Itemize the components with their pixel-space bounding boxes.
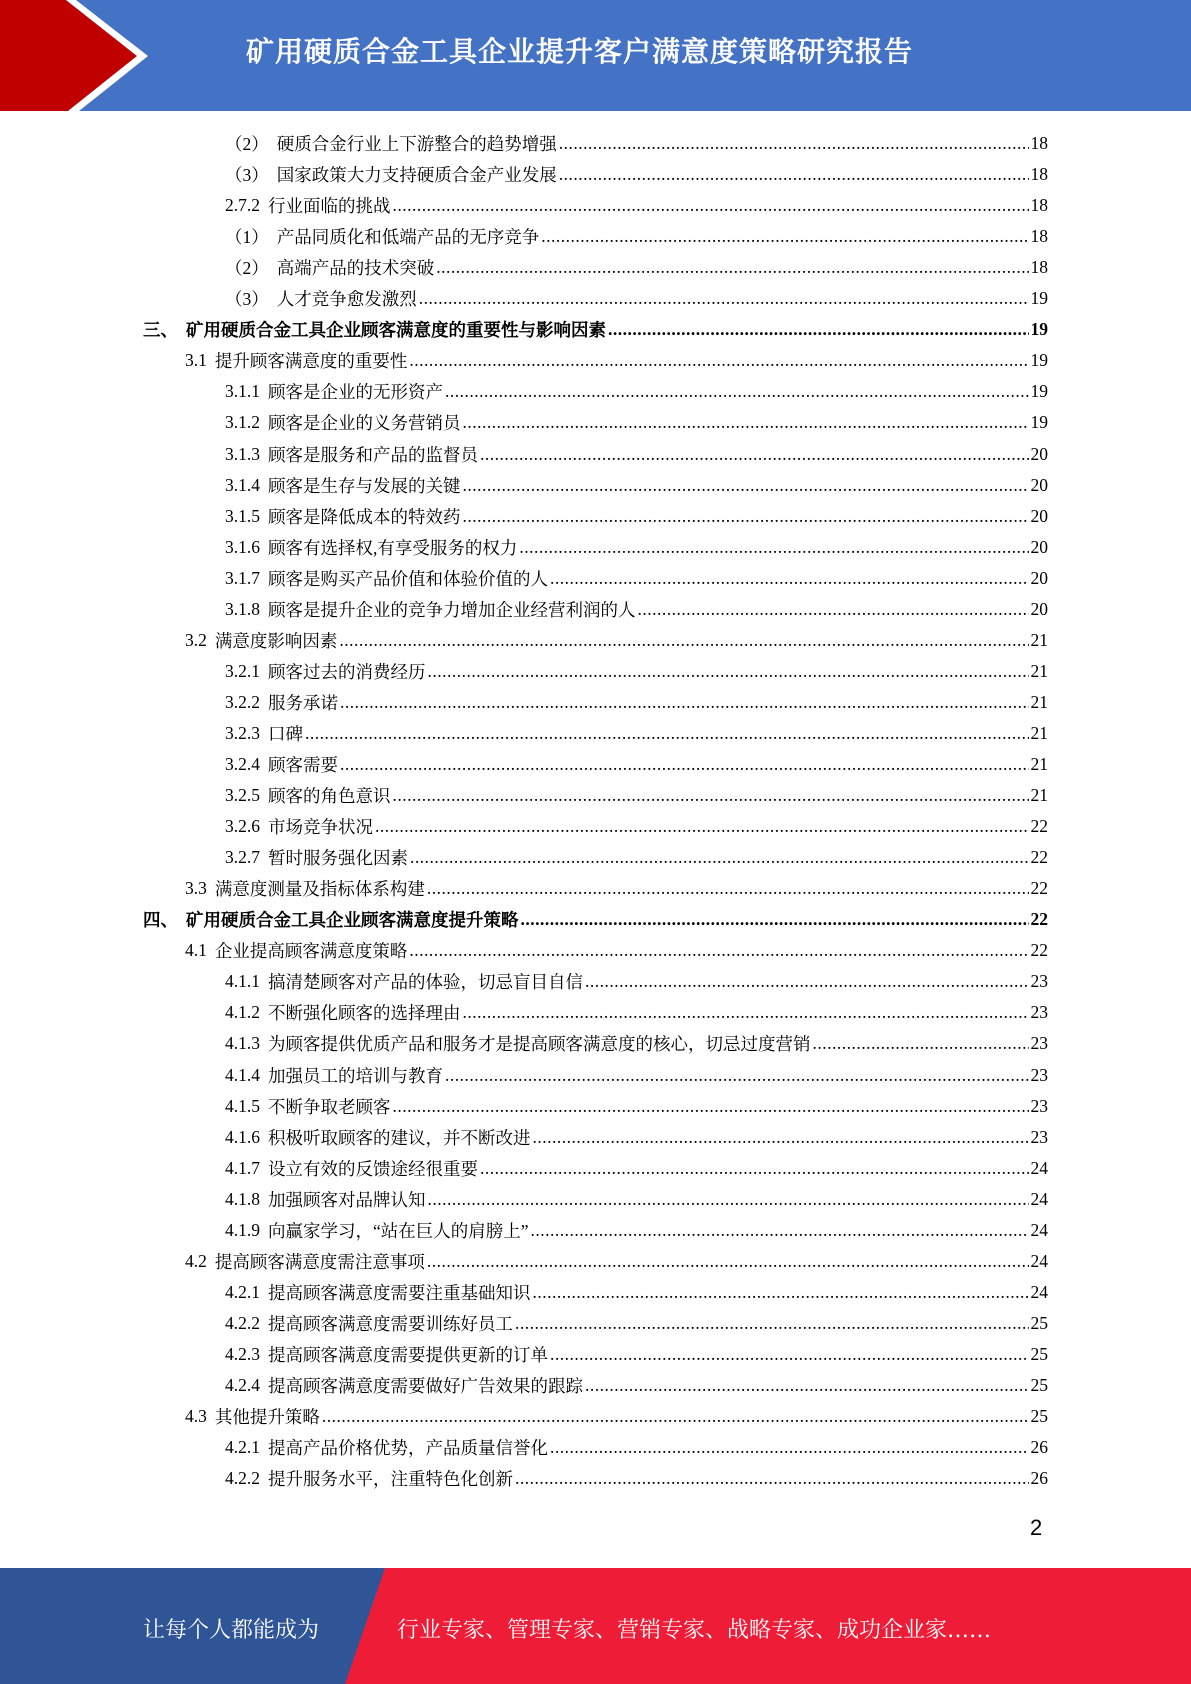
toc-entry-number: （2） xyxy=(225,258,269,279)
toc-entry[interactable] xyxy=(225,563,1048,594)
toc-entry-title: 不断强化顾客的选择理由 xyxy=(268,1003,461,1024)
toc-leader-dots xyxy=(428,661,1029,682)
toc-entry[interactable] xyxy=(225,811,1048,842)
toc-entry-title: 服务承诺 xyxy=(268,692,338,713)
toc-entry-title: 满意度影响因素 xyxy=(214,630,338,651)
toc-entry-page: 23 xyxy=(1030,1002,1048,1023)
toc-entry[interactable] xyxy=(225,439,1048,470)
toc-entry-page: 25 xyxy=(1030,1343,1048,1364)
toc-entry-number: 三、 xyxy=(143,320,178,341)
toc-entry[interactable] xyxy=(225,749,1048,780)
toc-entry-title: 向赢家学习，“站在巨人的肩膀上” xyxy=(268,1220,529,1241)
toc-entry-title: 搞清楚顾客对产品的体验，切忌盲目自信 xyxy=(268,972,583,993)
toc-leader-dots xyxy=(436,257,1028,278)
toc-entry-page: 21 xyxy=(1030,754,1048,774)
toc-entry-number: （3） xyxy=(225,289,269,310)
toc-entry-page: 24 xyxy=(1030,1157,1048,1178)
toc-entry-number: 4.2.3 xyxy=(225,1343,260,1364)
toc-leader-dots xyxy=(533,1127,1029,1148)
toc-entry-page: 24 xyxy=(1030,1281,1048,1302)
toc-leader-dots xyxy=(559,133,1029,154)
toc-entry-number: 3.2.2 xyxy=(225,691,260,712)
toc-entry-page: 20 xyxy=(1030,598,1048,619)
toc-entry-title: 产品同质化和低端产品的无序竞争 xyxy=(276,227,540,248)
toc-entry[interactable] xyxy=(225,1153,1048,1184)
toc-entry-title: 顾客是企业的义务营销员 xyxy=(268,413,461,434)
toc-entry-number: 3.2.6 xyxy=(225,816,260,837)
toc-entry-title: 行业面临的挑战 xyxy=(268,196,391,217)
toc-entry-number: 4.3 xyxy=(185,1406,207,1427)
toc-entry[interactable] xyxy=(185,1401,1048,1432)
toc-leader-dots xyxy=(410,847,1029,868)
toc-entry-title: 设立有效的反馈途经很重要 xyxy=(268,1158,478,1179)
toc-entry-number: 4.1.8 xyxy=(225,1188,260,1209)
footer-slogan-right: 行业专家、管理专家、营销专家、战略专家、成功企业家…… xyxy=(397,1618,992,1643)
toc-leader-dots xyxy=(393,195,1029,216)
arrow-logo-icon xyxy=(0,0,160,111)
toc-entry[interactable] xyxy=(225,532,1048,563)
toc-entry-number: 4.1.3 xyxy=(225,1033,260,1054)
toc-entry[interactable] xyxy=(225,1370,1048,1401)
toc-leader-dots xyxy=(409,940,1028,961)
toc-entry-title: 企业提高顾客满意度策略 xyxy=(214,941,408,962)
toc-entry-page: 22 xyxy=(1030,847,1048,868)
toc-entry-page: 22 xyxy=(1030,909,1048,930)
toc-entry-page: 25 xyxy=(1030,1312,1048,1333)
toc-leader-dots xyxy=(550,568,1029,589)
toc-entry[interactable] xyxy=(225,687,1048,718)
toc-entry-title: 顾客是购买产品价值和体验价值的人 xyxy=(268,568,548,589)
toc-entry-page: 25 xyxy=(1030,1406,1048,1427)
toc-entry-title: 顾客是服务和产品的监督员 xyxy=(268,444,478,465)
page-header xyxy=(0,0,1191,111)
toc-entry-number: 4.1.1 xyxy=(225,971,260,992)
toc-leader-dots xyxy=(427,1251,1029,1272)
toc-entry-page: 18 xyxy=(1030,257,1048,278)
toc-entry-page: 20 xyxy=(1030,505,1048,526)
toc-entry-number: 3.1.8 xyxy=(225,598,260,619)
toc-entry-page: 21 xyxy=(1030,691,1048,712)
toc-entry[interactable] xyxy=(225,656,1048,687)
toc-entry-title: 顾客是降低成本的特效药 xyxy=(268,506,461,527)
toc-entry[interactable] xyxy=(225,1184,1048,1215)
toc-leader-dots xyxy=(585,971,1029,992)
toc-entry[interactable] xyxy=(225,470,1048,501)
toc-entry-number: 3.1 xyxy=(185,350,207,371)
toc-entry-page: 23 xyxy=(1030,1126,1048,1147)
toc-entry-number: （3） xyxy=(225,165,269,186)
toc-entry-title: 提高顾客满意度需要做好广告效果的跟踪 xyxy=(268,1376,583,1396)
page-number: 2 xyxy=(1030,1515,1043,1540)
toc-entry[interactable] xyxy=(225,1215,1048,1246)
toc-leader-dots xyxy=(340,692,1029,713)
toc-entry-number: 4.2 xyxy=(185,1250,207,1271)
toc-entry-page: 18 xyxy=(1030,226,1048,247)
toc-entry-title: 不断争取老顾客 xyxy=(268,1096,391,1117)
toc-leader-dots xyxy=(480,444,1029,465)
toc-entry[interactable] xyxy=(225,1432,1048,1463)
toc-entry-title: 市场竞争状况 xyxy=(268,817,373,838)
toc-entry[interactable] xyxy=(225,1308,1048,1339)
toc-entry-title: 顾客是生存与发展的关键 xyxy=(268,475,461,496)
toc-leader-dots xyxy=(340,754,1029,775)
toc-entry[interactable] xyxy=(143,904,1048,935)
toc-entry-page: 22 xyxy=(1030,940,1048,961)
toc-leader-dots xyxy=(419,288,1029,309)
toc-entry-number: 4.1.7 xyxy=(225,1157,260,1178)
toc-entry-page: 19 xyxy=(1030,350,1048,371)
toc-entry-page: 21 xyxy=(1030,785,1048,806)
toc-entry[interactable] xyxy=(225,159,1048,190)
toc-entry-page: 23 xyxy=(1030,971,1048,992)
toc-leader-dots xyxy=(515,1468,1029,1489)
toc-entry-number: 3.2 xyxy=(185,629,207,650)
toc-entry-number: （1） xyxy=(225,227,269,248)
toc-entry-title: 提高顾客满意度需要训练好员工 xyxy=(268,1313,513,1334)
toc-entry-page: 21 xyxy=(1030,629,1048,650)
toc-leader-dots xyxy=(445,381,1029,402)
toc-leader-dots xyxy=(393,785,1029,806)
toc-entry-page: 25 xyxy=(1030,1375,1048,1395)
toc-entry-title: 硬质合金行业上下游整合的趋势增强 xyxy=(276,134,557,154)
toc-entry-number: 3.1.1 xyxy=(225,381,260,402)
toc-leader-dots xyxy=(531,1220,1029,1241)
toc-entry-number: 3.2.1 xyxy=(225,660,260,681)
toc-leader-dots xyxy=(638,599,1029,620)
toc-leader-dots xyxy=(428,1189,1029,1210)
toc-leader-dots xyxy=(515,1313,1029,1334)
toc-entry-title: 提高顾客满意度需要提供更新的订单 xyxy=(268,1344,548,1365)
toc-entry-title: 顾客的角色意识 xyxy=(268,786,391,807)
toc-entry-page: 19 xyxy=(1030,319,1048,340)
toc-entry[interactable] xyxy=(225,1339,1048,1370)
toc-entry-page: 20 xyxy=(1030,567,1048,588)
toc-entry[interactable] xyxy=(143,314,1048,345)
toc-entry[interactable] xyxy=(225,501,1048,532)
toc-entry[interactable] xyxy=(225,780,1048,811)
toc-entry[interactable] xyxy=(225,283,1048,314)
toc-entry-title: 顾客是提升企业的竞争力增加企业经营利润的人 xyxy=(268,599,636,620)
toc-entry-number: 3.3 xyxy=(185,878,207,899)
toc-leader-dots xyxy=(463,475,1029,496)
toc-entry[interactable] xyxy=(225,1028,1048,1059)
toc-entry-number: 3.1.3 xyxy=(225,443,260,464)
toc-entry-number: （2） xyxy=(225,134,269,154)
toc-leader-dots xyxy=(480,1158,1029,1179)
toc-entry-number: 2.7.2 xyxy=(225,195,260,216)
report-title: 矿用硬质合金工具企业提升客户满意度策略研究报告 xyxy=(246,35,914,68)
toc-entry-number: 4.2.2 xyxy=(225,1468,260,1489)
toc-entry[interactable] xyxy=(225,221,1048,252)
footer-slogan-left: 让每个人都能成为 xyxy=(143,1618,320,1643)
toc-entry-title: 顾客需要 xyxy=(268,755,338,775)
toc-entry-page: 23 xyxy=(1030,1064,1048,1085)
toc-entry-number: 3.2.4 xyxy=(225,754,260,774)
toc-entry-title: 暂时服务强化因素 xyxy=(268,848,408,869)
toc-entry-page: 22 xyxy=(1030,816,1048,837)
toc-entry-title: 顾客过去的消费经历 xyxy=(268,661,426,682)
toc-entry-page: 21 xyxy=(1030,722,1048,743)
toc-entry-page: 26 xyxy=(1030,1468,1048,1489)
toc-entry[interactable] xyxy=(225,1122,1048,1153)
toc-entry-number: 4.1.6 xyxy=(225,1126,260,1147)
toc-entry-title: 积极听取顾客的建议，并不断改进 xyxy=(268,1127,531,1148)
toc-leader-dots xyxy=(463,506,1029,527)
toc-entry[interactable] xyxy=(225,842,1048,873)
toc-entry[interactable] xyxy=(185,873,1048,904)
toc-entry-page: 18 xyxy=(1030,133,1048,153)
toc-entry-title: 高端产品的技术突破 xyxy=(276,258,435,279)
toc-entry-number: 4.1.4 xyxy=(225,1064,260,1085)
toc-leader-dots xyxy=(559,164,1029,185)
toc-entry-title: 为顾客提供优质产品和服务才是提高顾客满意度的核心，切忌过度营销 xyxy=(268,1034,811,1055)
toc-entry-page: 20 xyxy=(1030,536,1048,557)
toc-entry-page: 23 xyxy=(1030,1095,1048,1116)
toc-leader-dots xyxy=(550,1344,1029,1365)
toc-entry-page: 19 xyxy=(1030,381,1048,402)
toc-leader-dots xyxy=(305,723,1029,744)
toc-entry-number: 3.1.2 xyxy=(225,412,260,433)
toc-leader-dots xyxy=(445,1065,1029,1086)
toc-entry-page: 26 xyxy=(1030,1437,1048,1458)
toc-entry-number: 4.2.1 xyxy=(225,1281,260,1302)
toc-entry-page: 23 xyxy=(1030,1033,1048,1054)
toc-entry-title: 人才竞争愈发激烈 xyxy=(276,289,417,310)
toc-entry-number: 4.1 xyxy=(185,940,207,961)
toc-leader-dots xyxy=(322,1406,1029,1427)
toc-leader-dots xyxy=(409,350,1028,371)
toc-entry-title: 提高顾客满意度需要注重基础知识 xyxy=(268,1282,531,1303)
toc-entry-title: 国家政策大力支持硬质合金产业发展 xyxy=(276,165,557,186)
toc-entry-title: 提高顾客满意度需注意事项 xyxy=(214,1251,425,1272)
toc-leader-dots xyxy=(533,1282,1029,1303)
toc-entry-number: 3.1.6 xyxy=(225,536,260,557)
toc-entry-number: 4.2.1 xyxy=(225,1437,260,1458)
toc-entry[interactable] xyxy=(225,407,1048,438)
toc-leader-dots xyxy=(521,909,1029,930)
toc-leader-dots xyxy=(608,319,1029,340)
toc-entry-number: 4.2.2 xyxy=(225,1312,260,1333)
toc-entry-title: 提升服务水平，注重特色化创新 xyxy=(268,1469,513,1490)
toc-entry[interactable] xyxy=(225,997,1048,1028)
toc-entry-number: 3.2.5 xyxy=(225,785,260,806)
toc-entry-page: 18 xyxy=(1030,164,1048,185)
toc-entry-title: 顾客是企业的无形资产 xyxy=(268,382,443,403)
toc-leader-dots xyxy=(427,878,1029,899)
toc-entry-page: 24 xyxy=(1030,1250,1048,1271)
toc-entry-page: 20 xyxy=(1030,443,1048,464)
toc-entry-page: 24 xyxy=(1030,1188,1048,1209)
toc-leader-dots xyxy=(393,1096,1029,1117)
toc-entry-number: 3.1.4 xyxy=(225,474,260,495)
toc-entry[interactable] xyxy=(225,966,1048,997)
toc-entry[interactable] xyxy=(225,1091,1048,1122)
toc-entry-title: 其他提升策略 xyxy=(214,1407,320,1428)
toc-entry-title: 提高产品价格优势，产品质量信誉化 xyxy=(268,1438,548,1459)
toc-leader-dots xyxy=(339,630,1028,651)
toc-entry[interactable] xyxy=(185,935,1048,966)
toc-entry[interactable] xyxy=(225,1060,1048,1091)
toc-entry-page: 21 xyxy=(1030,660,1048,681)
toc-entry[interactable] xyxy=(185,1246,1048,1277)
toc-entry-number: 4.1.5 xyxy=(225,1095,260,1116)
toc-entry[interactable] xyxy=(225,718,1048,749)
toc-leader-dots xyxy=(541,226,1028,247)
toc-entry-number: 3.1.5 xyxy=(225,505,260,526)
toc-entry-number: 3.2.7 xyxy=(225,847,260,868)
toc-leader-dots xyxy=(550,1437,1029,1458)
toc-entry-number: 3.2.3 xyxy=(225,722,260,743)
toc-entry-number: 4.1.9 xyxy=(225,1219,260,1240)
toc-entry-title: 矿用硬质合金工具企业顾客满意度提升策略 xyxy=(186,910,519,931)
toc-entry-page: 19 xyxy=(1030,288,1048,309)
toc-entry-page: 19 xyxy=(1030,412,1048,433)
toc-leader-dots xyxy=(463,1002,1029,1023)
toc-entry-title: 加强顾客对品牌认知 xyxy=(268,1189,426,1210)
toc-entry-page: 18 xyxy=(1030,195,1048,216)
toc-entry[interactable] xyxy=(225,1463,1048,1494)
toc-leader-dots xyxy=(585,1375,1029,1396)
toc-leader-dots xyxy=(519,537,1028,558)
toc-entry-title: 提升顾客满意度的重要性 xyxy=(214,351,408,372)
toc-entry-page: 22 xyxy=(1030,878,1048,899)
toc-entry[interactable] xyxy=(225,252,1048,283)
toc-entry-number: 4.2.4 xyxy=(225,1375,260,1395)
toc-entry-number: 3.1.7 xyxy=(225,567,260,588)
toc-entry[interactable] xyxy=(225,1277,1048,1308)
toc-entry-title: 满意度测量及指标体系构建 xyxy=(214,879,425,900)
toc-entry-number: 4.1.2 xyxy=(225,1002,260,1023)
toc-entry-page: 24 xyxy=(1030,1219,1048,1240)
toc-entry[interactable] xyxy=(225,376,1048,407)
toc-entry-title: 矿用硬质合金工具企业顾客满意度的重要性与影响因素 xyxy=(186,320,606,341)
toc-leader-dots xyxy=(375,816,1029,837)
toc-entry-title: 口碑 xyxy=(268,723,303,744)
toc-entry[interactable] xyxy=(225,128,1048,159)
toc-entry-title: 顾客有选择权,有享受服务的权力 xyxy=(268,537,518,558)
toc-entry[interactable] xyxy=(225,190,1048,221)
toc-entry[interactable] xyxy=(185,345,1048,376)
toc-entry-number: 四、 xyxy=(143,910,178,931)
toc-entry[interactable] xyxy=(225,594,1048,625)
toc-entry-title: 加强员工的培训与教育 xyxy=(268,1065,443,1086)
toc-leader-dots xyxy=(463,412,1029,433)
toc-entry-page: 20 xyxy=(1030,474,1048,495)
toc-entry[interactable] xyxy=(185,625,1048,656)
toc-leader-dots xyxy=(813,1033,1029,1054)
